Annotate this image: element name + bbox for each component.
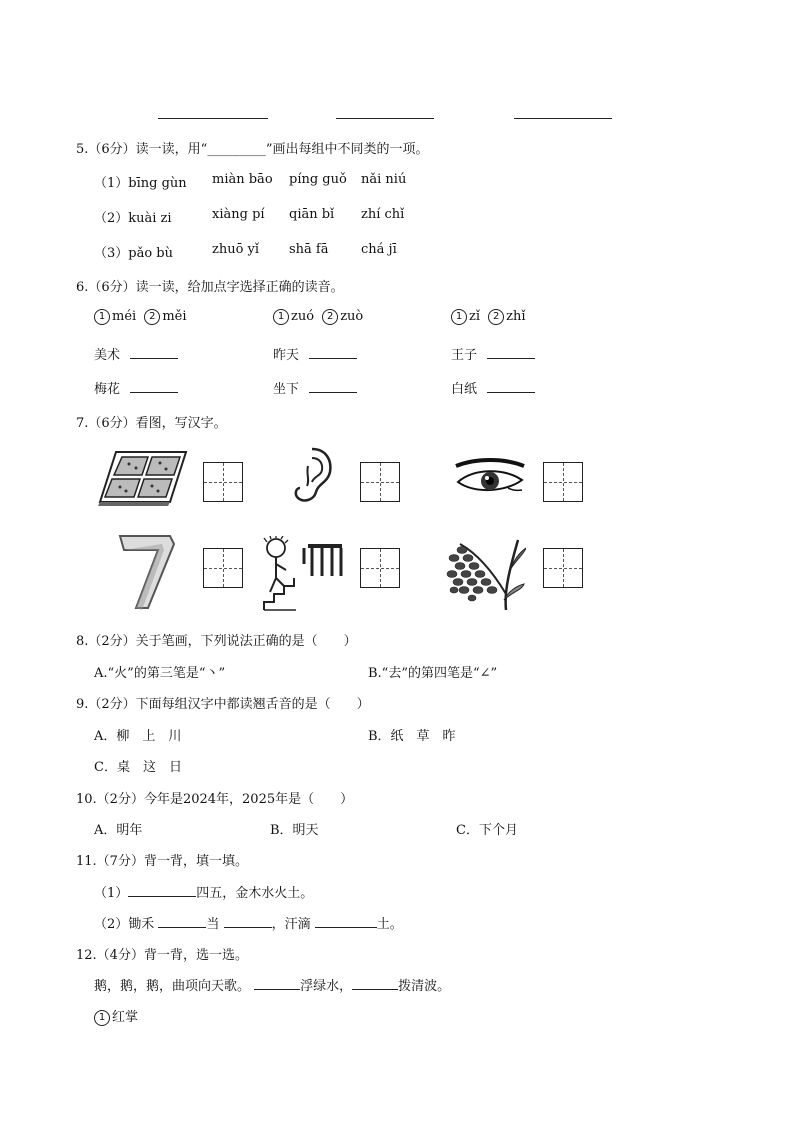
q12-option-1-text: 红掌 [112, 1010, 139, 1025]
word-label: 白纸 [451, 382, 478, 397]
writing-grid-2[interactable] [360, 462, 400, 502]
q11-line1-suffix: 四五，金木水火土。 [196, 886, 314, 901]
q6-group2-options [273, 309, 363, 325]
word-label: 美术 [94, 348, 121, 363]
writing-grid-5[interactable] [360, 548, 400, 588]
q5-row2-label: （2）kuài zi [94, 211, 172, 226]
q5-row1-c: píng guǒ [289, 172, 347, 187]
q10-title: 10.（2分）今年是2024年，2025年是（ ） [76, 792, 354, 807]
q9-option-b[interactable]: B．纸 草 昨 [368, 729, 456, 744]
q5-row2-b: xiàng pí [212, 207, 265, 222]
answer-blank[interactable] [130, 345, 178, 359]
q6-group3-opt1: zǐ [469, 309, 481, 324]
answer-blank[interactable] [158, 914, 206, 928]
q6-group3-options [451, 309, 526, 325]
answer-blank[interactable] [315, 914, 377, 928]
writing-grid-4[interactable] [203, 548, 243, 588]
q5-row1-b: miàn bāo [212, 172, 273, 187]
q12-poem-suffix: 拨清波。 [398, 979, 451, 994]
q6-group1-word1 [94, 344, 178, 363]
answer-blank[interactable] [130, 379, 178, 393]
answer-blank[interactable] [128, 883, 196, 897]
q11-line2-prefix: （2）锄禾 [94, 917, 155, 932]
answer-blank[interactable] [224, 914, 272, 928]
q12-option-1[interactable] [94, 1006, 138, 1026]
q8-option-a[interactable]: A.“火”的第三笔是“丶” [94, 666, 226, 681]
person-on-stairs-icon [262, 536, 346, 612]
writing-grid-6[interactable] [543, 548, 583, 588]
rice-field-icon [96, 448, 190, 506]
answer-blank[interactable] [309, 379, 357, 393]
circle-number-2: 2 [144, 309, 160, 325]
word-label: 王子 [451, 348, 478, 363]
q12-poem-prefix: 鹅，鹅，鹅，曲项向天歌。 [94, 979, 251, 994]
q9-title: 9.（2分）下面每组汉字中都读翘舌音的是（ ） [76, 697, 370, 712]
q10-option-b[interactable]: B．明天 [270, 823, 319, 838]
q6-group2-word1 [273, 344, 357, 363]
q5-row3-label: （3）pǎo bù [94, 246, 173, 261]
q6-group2-opt2: zuò [340, 309, 364, 324]
q6-group3-opt2: zhǐ [506, 309, 526, 324]
writing-grid-3[interactable] [543, 462, 583, 502]
q6-group2-opt1: zuó [291, 309, 315, 324]
q6-group3-word2 [451, 378, 535, 397]
q5-row3-d: chá jī [361, 242, 397, 257]
eye-icon [452, 458, 528, 498]
q12-title: 12.（4分）背一背，选一选。 [76, 948, 248, 963]
q6-group1-opt1: méi [112, 309, 137, 324]
q6-group1-opt2: měi [162, 309, 187, 324]
answer-line-2[interactable] [336, 118, 434, 119]
ear-icon [290, 446, 334, 504]
q9-option-c[interactable]: C．桌 这 日 [94, 760, 182, 775]
q10-option-a[interactable]: A．明年 [94, 823, 143, 838]
answer-blank[interactable] [352, 976, 398, 990]
q5-row1-d: nǎi niú [361, 172, 407, 187]
q7-title: 7.（6分）看图，写汉字。 [76, 416, 227, 431]
answer-line-3[interactable] [514, 118, 612, 119]
q6-group1-word2 [94, 378, 178, 397]
word-label: 坐下 [273, 382, 300, 397]
q10-option-c[interactable]: C．下个月 [456, 823, 518, 838]
q11-line1 [94, 882, 313, 901]
answer-blank[interactable] [254, 976, 300, 990]
answer-blank[interactable] [309, 345, 357, 359]
q6-group2-word2 [273, 378, 357, 397]
answer-blank[interactable] [487, 345, 535, 359]
circle-number-1: 1 [273, 309, 289, 325]
q5-row1-label: （1）bīng gùn [94, 176, 187, 191]
q6-group1-options [94, 309, 187, 325]
q12-poem [94, 975, 450, 994]
q5-row3-c: shā fā [289, 242, 329, 257]
word-label: 梅花 [94, 382, 121, 397]
q9-option-a[interactable]: A．柳 上 川 [94, 729, 182, 744]
rice-plant-icon [444, 534, 526, 612]
q11-line2-mid1: 当 [206, 917, 220, 932]
q6-group3-word1 [451, 344, 535, 363]
writing-grid-1[interactable] [203, 462, 243, 502]
q6-title: 6.（6分）读一读，给加点字选择正确的读音。 [76, 280, 344, 295]
q11-line2-mid2: ，汗滴 [271, 917, 311, 932]
circle-number-2: 2 [488, 309, 504, 325]
number-seven-icon [116, 532, 178, 612]
circle-number-1: 1 [451, 309, 467, 325]
q11-line1-prefix: （1） [94, 886, 129, 901]
q11-line2 [94, 913, 403, 932]
q11-line2-suffix: 土。 [376, 917, 403, 932]
q8-option-b[interactable]: B.“去”的第四笔是“∠” [368, 666, 498, 681]
q5-title: 5.（6分）读一读，用“_________”画出每组中不同类的一项。 [76, 142, 429, 157]
answer-blank[interactable] [487, 379, 535, 393]
answer-line-1[interactable] [158, 118, 268, 119]
q11-title: 11.（7分）背一背，填一填。 [76, 854, 248, 869]
circle-number-1: 1 [94, 309, 110, 325]
q12-poem-mid: 浮绿水， [300, 979, 353, 994]
q5-row3-b: zhuō yǐ [212, 242, 260, 257]
q5-row2-c: qiān bǐ [289, 207, 335, 222]
q8-title: 8.（2分）关于笔画，下列说法正确的是（ ） [76, 634, 357, 649]
word-label: 昨天 [273, 348, 300, 363]
circle-number-1: 1 [94, 1010, 110, 1026]
q5-row2-d: zhí chǐ [361, 207, 405, 222]
circle-number-2: 2 [322, 309, 338, 325]
